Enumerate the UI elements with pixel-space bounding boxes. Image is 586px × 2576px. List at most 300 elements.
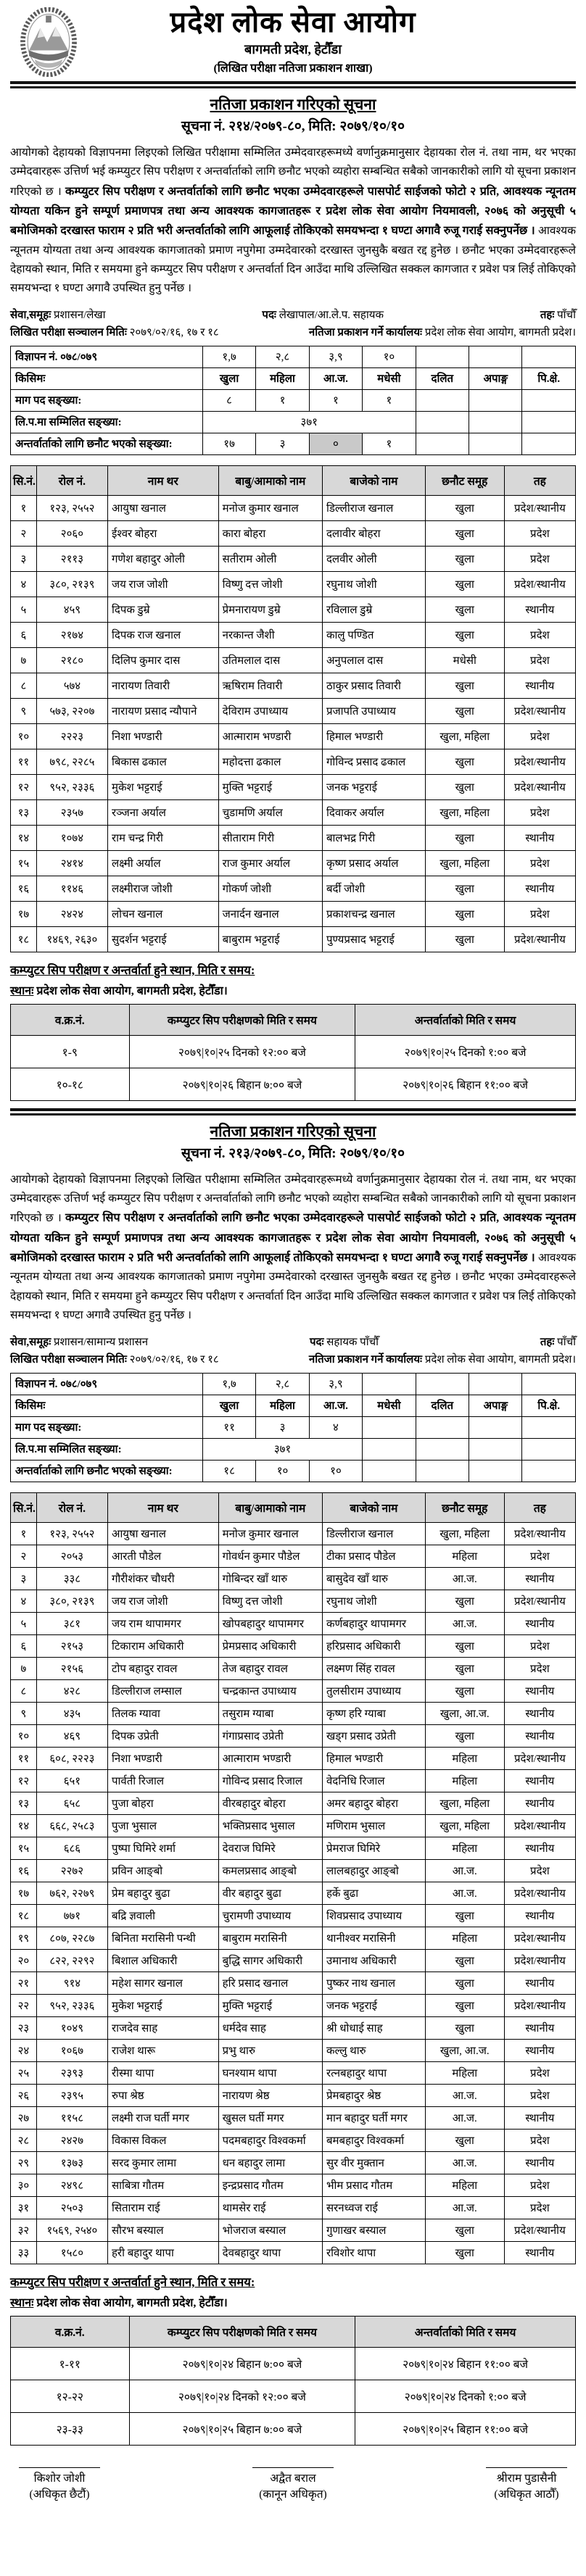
notice-number: सूचना नं. २१४/२०७९-८०, मिति: २०७९/१०/१०	[181, 119, 405, 134]
roll-no: ५७४	[36, 673, 107, 698]
grandfather-name: हर्के बुढा	[322, 1882, 425, 1904]
signature-block	[19, 2467, 567, 2504]
category-cell: पि.क्षे.	[522, 1395, 576, 1416]
publishing-office: नतिजा प्रकाशन गर्ने कार्यालयः प्रदेश लोक सेवा आयोग, बागमती प्रदेश।	[308, 1354, 576, 1366]
roll-no: २३५७	[36, 799, 107, 825]
level-cell: स्थानीय	[504, 1769, 575, 1792]
serial-no: ३	[11, 546, 37, 571]
level-cell: प्रदेश	[504, 2084, 575, 2106]
grandfather-name: वेदनिधि रिजाल	[322, 1769, 425, 1792]
level-cell: प्रदेश/स्थानीय	[504, 1522, 575, 1545]
vacancy-summary-table	[10, 346, 576, 455]
father-mother-name: खुसल घर्ती मगर	[218, 2106, 322, 2129]
advert-value-cell	[522, 346, 576, 367]
level-cell: प्रदेश/स्थानीय	[504, 571, 575, 597]
candidate-range: २३-३३	[11, 2412, 130, 2445]
father-mother-name: विष्णु दत्त जोशी	[218, 571, 322, 597]
org-province: बागमती प्रदेश, हेटौँडा	[244, 42, 342, 57]
venue-line	[10, 982, 576, 998]
level-cell: प्रदेश	[504, 1634, 575, 1657]
candidate-name: सुदर्शन भट्टराई	[107, 926, 218, 952]
selection-group: खुला, महिला	[425, 799, 504, 825]
grandfather-name: भीम प्रसाद गौतम	[322, 2174, 425, 2196]
signature-line	[19, 2467, 100, 2468]
level-cell: प्रदेश/स्थानीय	[504, 1747, 575, 1769]
selection-group: खुला	[425, 1634, 504, 1657]
notice-section-1	[10, 94, 576, 1101]
serial-no: ५	[11, 597, 37, 622]
venue-text: प्रदेश लोक सेवा आयोग, बागमती प्रदेश, हेटौँडा।	[33, 2296, 228, 2309]
selection-group: खुला	[425, 749, 504, 774]
candidate-row	[11, 825, 576, 850]
demand-cell: १	[309, 389, 362, 411]
roll-no: २४१४	[36, 850, 107, 876]
level-cell: स्थानीय	[504, 1904, 575, 1927]
candidate-name: जय राज जोशी	[107, 1590, 218, 1612]
selected-cell	[469, 433, 522, 454]
grandfather-name: कालु पण्डित	[322, 622, 425, 647]
candidate-name: बिनिता मरासिनी पन्थी	[107, 1927, 218, 1949]
serial-no: २६	[11, 2084, 37, 2106]
father-mother-name: नरकान्त जैशी	[218, 622, 322, 647]
serial-no: ४	[11, 571, 37, 597]
demand-cell	[469, 389, 522, 411]
candidate-row	[11, 1679, 576, 1702]
father-mother-name: मनोज कुमार खनाल	[218, 1522, 322, 1545]
serial-no: १५	[11, 850, 37, 876]
serial-no: ३३	[11, 2241, 37, 2264]
roll-no: १५६९, २५४०	[36, 2219, 107, 2241]
signatory	[19, 2467, 100, 2504]
candidates-body	[11, 1522, 576, 2264]
skill-test-datetime: २०७९|१०|२५ दिनको १२:०० बजे	[129, 1035, 355, 1068]
selection-group: खुला	[425, 495, 504, 520]
serial-no: ३१	[11, 2196, 37, 2219]
candidate-name: बिशाल अधिकारी	[107, 1949, 218, 1972]
father-mother-name: बुद्धि सागर अधिकारी	[218, 1949, 322, 1972]
father-mother-name: सतीराम ओली	[218, 546, 322, 571]
grandfather-name: अनुपलाल दास	[322, 647, 425, 673]
serial-no: २४	[11, 2039, 37, 2061]
category-label: किसिमः	[11, 367, 203, 389]
grandfather-name: ठाकुर प्रसाद तिवारी	[322, 673, 425, 698]
roll-no: ३८०, २१३९	[36, 1590, 107, 1612]
roll-no: १५८०	[36, 2241, 107, 2264]
candidate-row	[11, 2016, 576, 2039]
roll-no: २१८०	[36, 647, 107, 673]
level-cell: प्रदेश	[504, 1859, 575, 1882]
serial-no: ७	[11, 1657, 37, 1679]
category-cell: खुला	[202, 1395, 255, 1416]
level-cell: स्थानीय	[504, 1612, 575, 1634]
candidate-row	[11, 2084, 576, 2106]
grandfather-name: प्रेमबहादुर श्रेष्ठ	[322, 2084, 425, 2106]
grandfather-name: सुर वीर मुक्तान	[322, 2151, 425, 2174]
level-cell: प्रदेश	[504, 1657, 575, 1679]
grandfather-name: बमबहादुर विश्वकर्मा	[322, 2129, 425, 2151]
father-mother-name: आत्माराम भण्डारी	[218, 723, 322, 749]
roll-no: २३९५	[36, 2084, 107, 2106]
level-cell: स्थानीय	[504, 876, 575, 901]
demand-label: माग पद सङ्ख्या:	[11, 1416, 203, 1438]
schedule-row	[11, 2412, 576, 2445]
father-mother-name: सीताराम गिरी	[218, 825, 322, 850]
roll-no: १२३, २५५२	[36, 1522, 107, 1545]
advert-value-cell	[363, 1373, 416, 1395]
candidate-name: दिपक डुम्रे	[107, 597, 218, 622]
serial-no: ९	[11, 1702, 37, 1724]
serial-no: १	[11, 1522, 37, 1545]
schedule-row	[11, 2347, 576, 2380]
candidate-row	[11, 1702, 576, 1724]
serial-no: १३	[11, 1792, 37, 1814]
candidate-name: तिलक ग्यावा	[107, 1702, 218, 1724]
demand-cell	[416, 1416, 469, 1438]
candidates-body	[11, 495, 576, 952]
selection-group: खुला	[425, 926, 504, 952]
selection-group: खुला	[425, 876, 504, 901]
candidate-name: राम चन्द्र गिरी	[107, 825, 218, 850]
schedule-column-header: कम्प्युटर सिप परीक्षणको मिति र समय	[129, 2316, 355, 2347]
candidate-row	[11, 1837, 576, 1859]
venue-line	[10, 2294, 576, 2310]
candidate-range: १-९	[11, 1035, 130, 1068]
serial-no: १७	[11, 1882, 37, 1904]
column-header: बाबु/आमाको नाम	[218, 1492, 322, 1522]
serial-no: ३२	[11, 2219, 37, 2241]
level-cell: स्थानीय	[504, 1702, 575, 1724]
father-mother-name: घनश्याम थापा	[218, 2061, 322, 2084]
level-cell: स्थानीय	[504, 2151, 575, 2174]
level-cell: प्रदेश	[504, 723, 575, 749]
candidate-row	[11, 1545, 576, 1567]
roll-no: २४२७	[36, 2129, 107, 2151]
advert-value-cell: ३,९	[309, 346, 362, 367]
venue-text: प्रदेश लोक सेवा आयोग, बागमती प्रदेश, हेटौँडा।	[33, 984, 228, 997]
selection-group: खुला, महिला	[425, 723, 504, 749]
roll-no: २१५३	[36, 1634, 107, 1657]
category-cell: आ.ज.	[309, 367, 362, 389]
selection-group: खुला	[425, 520, 504, 546]
serial-no: ४	[11, 1590, 37, 1612]
selected-cell	[416, 1460, 469, 1482]
level-cell: स्थानीय	[504, 825, 575, 850]
candidate-name: सिताराम राई	[107, 2196, 218, 2219]
serial-no: १	[11, 495, 37, 520]
notice-number: सूचना नं. २१३/२०७९-८०, मिति: २०७९/१०/१०	[181, 1145, 405, 1161]
selection-group: खुला, आ.ज.	[425, 2039, 504, 2061]
appeared-row	[11, 1438, 576, 1460]
category-cell: दलित	[416, 367, 469, 389]
candidate-name: टोप बहादुर रावल	[107, 1657, 218, 1679]
father-mother-name: थामसेर राई	[218, 2196, 322, 2219]
serial-no: ३०	[11, 2174, 37, 2196]
selected-row	[11, 1460, 576, 1482]
meta-row-exam	[10, 325, 576, 341]
level-cell: प्रदेश/स्थानीय	[504, 698, 575, 723]
candidate-name: नारायण प्रसाद न्यौपाने	[107, 698, 218, 723]
serial-no: ११	[11, 749, 37, 774]
advert-row	[11, 346, 576, 367]
advert-value-cell: ३,९	[309, 1373, 362, 1395]
level-cell: स्थानीय	[504, 1567, 575, 1590]
candidate-row	[11, 2174, 576, 2196]
roll-no: २५०३	[36, 2196, 107, 2219]
grandfather-name: मणिराम भुसाल	[322, 1814, 425, 1837]
notice-body-paragraph	[10, 1171, 576, 1326]
candidate-row	[11, 520, 576, 546]
grandfather-name: कल्लु थारु	[322, 2039, 425, 2061]
level-cell: प्रदेश	[504, 2129, 575, 2151]
selection-group: खुला	[425, 2129, 504, 2151]
roll-no: ९१४	[36, 1972, 107, 1994]
father-mother-name: बाबुराम मरासिनी	[218, 1927, 322, 1949]
serial-no: १३	[11, 799, 37, 825]
serial-no: १६	[11, 876, 37, 901]
serial-no: १८	[11, 1904, 37, 1927]
selection-group: महिला	[425, 1837, 504, 1859]
advert-value-cell	[416, 1373, 469, 1395]
category-cell: आ.ज.	[309, 1395, 362, 1416]
candidate-range: १२-२२	[11, 2380, 130, 2412]
father-mother-name: कारा बोहरा	[218, 520, 322, 546]
candidate-name: लक्ष्मी राज घर्ती मगर	[107, 2106, 218, 2129]
father-mother-name: आत्माराम भण्डारी	[218, 1747, 322, 1769]
candidate-name: डिल्लीराज लम्साल	[107, 1679, 218, 1702]
column-header: बाबु/आमाको नाम	[218, 465, 322, 495]
demand-cell	[469, 1416, 522, 1438]
candidate-name: टिकाराम अधिकारी	[107, 1634, 218, 1657]
roll-no: ७७१	[36, 1904, 107, 1927]
candidate-row	[11, 2129, 576, 2151]
vacancy-summary-table	[10, 1373, 576, 1482]
appeared-label: लि.प.मा सम्मिलित सङ्ख्या:	[11, 1438, 203, 1460]
serial-no: १४	[11, 825, 37, 850]
category-cell: मधेसी	[363, 1395, 416, 1416]
appeared-empty-cell	[522, 411, 576, 433]
level-cell: स्थानीय	[504, 1837, 575, 1859]
grandfather-name: हिमाल भण्डारी	[322, 723, 425, 749]
selection-group: खुला	[425, 1994, 504, 2016]
roll-no: १०६७	[36, 2039, 107, 2061]
selection-group: आ.ज.	[425, 2196, 504, 2219]
serial-no: ५	[11, 1612, 37, 1634]
category-cell: महिला	[256, 367, 309, 389]
skill-test-datetime: २०७९|१०|२४ दिनको १२:०० बजे	[129, 2380, 355, 2412]
grandfather-name: रत्नबहादुर थापा	[322, 2061, 425, 2084]
candidate-row	[11, 2061, 576, 2084]
grandfather-name: रविलाल डुम्रे	[322, 597, 425, 622]
selection-group: खुला	[425, 1724, 504, 1747]
serial-no: ७	[11, 647, 37, 673]
grandfather-name: जनक भट्टराई	[322, 1994, 425, 2016]
roll-no: ८२२, २२९२	[36, 1949, 107, 1972]
meta-row-service	[10, 307, 576, 324]
grandfather-name: रविशोर थापा	[322, 2241, 425, 2264]
column-header: छनौट समूह	[425, 1492, 504, 1522]
advert-value-cell	[522, 1373, 576, 1395]
grandfather-name: सरनध्वज राई	[322, 2196, 425, 2219]
grandfather-name: बर्दी जोशी	[322, 876, 425, 901]
selection-group: खुला, महिला	[425, 1522, 504, 1545]
level-cell: प्रदेश	[504, 520, 575, 546]
level-cell: प्रदेश	[504, 647, 575, 673]
roll-no: ७६२, २२७९	[36, 1882, 107, 1904]
level-cell: प्रदेश	[504, 622, 575, 647]
document-header	[10, 6, 576, 75]
serial-no: २	[11, 520, 37, 546]
roll-no: २१५६	[36, 1657, 107, 1679]
advert-row	[11, 1373, 576, 1395]
service-group: सेवा,समूहः प्रशासन/लेखा	[10, 309, 106, 321]
serial-no: १६	[11, 1859, 37, 1882]
candidate-row	[11, 876, 576, 901]
roll-no: २३९३	[36, 2061, 107, 2084]
category-cell: खुला	[202, 367, 255, 389]
grandfather-name: डिल्लीराज खनाल	[322, 495, 425, 520]
post: पदः सहायक पाँचौँ	[309, 1336, 379, 1348]
candidate-row	[11, 850, 576, 876]
level-cell: प्रदेश/स्थानीय	[504, 1882, 575, 1904]
candidate-name: महेश सागर खनाल	[107, 1972, 218, 1994]
father-mother-name: कमलप्रसाद आङ्बो	[218, 1859, 322, 1882]
post: पदः लेखापाल/आ.ले.प. सहायक	[262, 309, 384, 321]
level-cell: स्थानीय	[504, 2039, 575, 2061]
column-header: रोल नं.	[36, 465, 107, 495]
category-row	[11, 367, 576, 389]
selection-group: खुला	[425, 825, 504, 850]
selection-group: खुला	[425, 1949, 504, 1972]
candidate-row	[11, 1747, 576, 1769]
level-cell: प्रदेश	[504, 1545, 575, 1567]
roll-no: ९५२, २३३६	[36, 774, 107, 799]
level-cell: स्थानीय	[504, 1724, 575, 1747]
signature-line	[486, 2467, 567, 2468]
candidate-name: रञ्जना अर्याल	[107, 799, 218, 825]
candidate-name: जय राज जोशी	[107, 571, 218, 597]
skill-test-datetime: २०७९|१०|२५ बिहान ७:०० बजे	[129, 2412, 355, 2445]
serial-no: २९	[11, 2151, 37, 2174]
selection-group: खुला	[425, 597, 504, 622]
candidate-row	[11, 1859, 576, 1882]
candidates-table	[10, 1492, 576, 2264]
candidate-name: बिकास ढकाल	[107, 749, 218, 774]
selection-group: आ.ज.	[425, 1882, 504, 1904]
column-header: छनौट समूह	[425, 465, 504, 495]
service-group: सेवा,समूहः प्रशासन/सामान्य प्रशासन	[10, 1336, 149, 1348]
level-cell: प्रदेश/स्थानीय	[504, 749, 575, 774]
appeared-empty-cell	[416, 1438, 469, 1460]
demand-cell: ८	[202, 389, 255, 411]
notice-section-2	[10, 1121, 576, 2446]
demand-cell: ११	[202, 1416, 255, 1438]
level-cell: प्रदेश/स्थानीय	[504, 1927, 575, 1949]
father-mother-name: गंगाप्रसाद उप्रेती	[218, 1724, 322, 1747]
candidate-name: निशा भण्डारी	[107, 1747, 218, 1769]
candidate-name: लक्ष्मीराज जोशी	[107, 876, 218, 901]
publishing-office: नतिजा प्रकाशन गर्ने कार्यालयः प्रदेश लोक सेवा आयोग, बागमती प्रदेश।	[308, 327, 576, 339]
serial-no: १०	[11, 1724, 37, 1747]
candidate-row	[11, 901, 576, 926]
candidates-table	[10, 465, 576, 952]
grandfather-name: बालभद्र गिरी	[322, 825, 425, 850]
candidate-row	[11, 1634, 576, 1657]
candidate-name: रुपा श्रेष्ठ	[107, 2084, 218, 2106]
schedule-header-row	[11, 2316, 576, 2347]
selection-group: खुला	[425, 571, 504, 597]
grandfather-name: रघुनाथ जोशी	[322, 1590, 425, 1612]
candidate-name: नारायण तिवारी	[107, 673, 218, 698]
exam-date: लिखित परीक्षा सञ्चालन मितिः २०७९/०२/१६, १७ र १८	[10, 1354, 219, 1366]
candidate-row	[11, 1994, 576, 2016]
advert-value-cell	[469, 346, 522, 367]
selection-group: खुला, महिला	[425, 1814, 504, 1837]
level-cell: स्थानीय	[504, 1679, 575, 1702]
schedule-column-header: अन्तर्वार्ताको मिति र समय	[355, 1004, 576, 1035]
selection-group: महिला	[425, 1927, 504, 1949]
serial-no: २७	[11, 2106, 37, 2129]
serial-no: २३	[11, 2016, 37, 2039]
candidate-row	[11, 2219, 576, 2241]
grandfather-name: गुणाखर बस्याल	[322, 2219, 425, 2241]
father-mother-name: धर्मदेव साह	[218, 2016, 322, 2039]
level-cell: प्रदेश	[504, 850, 575, 876]
serial-no: १२	[11, 774, 37, 799]
signatory-name: किशोर जोशी	[33, 2472, 86, 2485]
level-cell: प्रदेश/स्थानीय	[504, 2219, 575, 2241]
level-cell: प्रदेश/स्थानीय	[504, 1949, 575, 1972]
roll-no: ३३८	[36, 1567, 107, 1590]
level-cell: प्रदेश/स्थानीय	[504, 926, 575, 952]
schedule-column-header: अन्तर्वार्ताको मिति र समय	[355, 2316, 576, 2347]
appeared-count: ३७१	[202, 1438, 362, 1460]
selection-group: आ.ज.	[425, 1567, 504, 1590]
signature-line	[252, 2467, 334, 2468]
father-mother-name: महोदत्ता ढकाल	[218, 749, 322, 774]
notice-body-paragraph	[10, 144, 576, 299]
paragraph-normal-2: आवश्यक न्यूनतम योग्यता तथा अन्य आवश्यक कागजातको प्रमाण नपुगेमा उम्मदेवारको दरखास्त जुनसुकै बखत रद्द हुनेछ । छनौट भएका उम्मेदवारहरूले देहायको स्थान, मिति र समयमा हुने कम्प्युटर सिप परीक्षण र अन्तर्वार्ता दिन आउँदा माथि उल्लिखित सक्कल कागजात र प्रवेश पत्र लिई तोकिएको समयभन्दा १ घण्टा अगावै उपस्थित हुनु पर्नेछ ।	[10, 225, 576, 295]
level-cell: प्रदेश/स्थानीय	[504, 1590, 575, 1612]
candidate-row	[11, 1724, 576, 1747]
grandfather-name: थानीश्वर मरासिनी	[322, 1927, 425, 1949]
father-mother-name: मनोज कुमार खनाल	[218, 495, 322, 520]
candidate-name: सौरभ बस्याल	[107, 2219, 218, 2241]
candidate-row	[11, 1567, 576, 1590]
level-cell: स्थानीय	[504, 2016, 575, 2039]
selection-group: खुला	[425, 673, 504, 698]
candidate-row	[11, 1769, 576, 1792]
candidate-name: लोचन खनाल	[107, 901, 218, 926]
selection-group: महिला	[425, 1769, 504, 1792]
candidate-name: पुष्पा घिमिरे शर्मा	[107, 1837, 218, 1859]
candidate-name: गौरीशंकर चौधरी	[107, 1567, 218, 1590]
appeared-empty-cell	[416, 411, 469, 433]
candidate-name: बद्रि ज्ञवाली	[107, 1904, 218, 1927]
level-cell: प्रदेश/स्थानीय	[504, 774, 575, 799]
candidate-row	[11, 1927, 576, 1949]
roll-no: ६०८, २२२३	[36, 1747, 107, 1769]
venue-label: स्थानः	[10, 984, 34, 997]
grandfather-name: टीका प्रसाद पौडेल	[322, 1545, 425, 1567]
candidates-header-row	[11, 465, 576, 495]
serial-no: ११	[11, 1747, 37, 1769]
grandfather-name: रघुनाथ जोशी	[322, 571, 425, 597]
schedule-table	[10, 2316, 576, 2446]
category-label: किसिमः	[11, 1395, 203, 1416]
demand-cell: १	[256, 389, 309, 411]
level-cell: प्रदेश	[504, 799, 575, 825]
advert-value-cell	[469, 1373, 522, 1395]
